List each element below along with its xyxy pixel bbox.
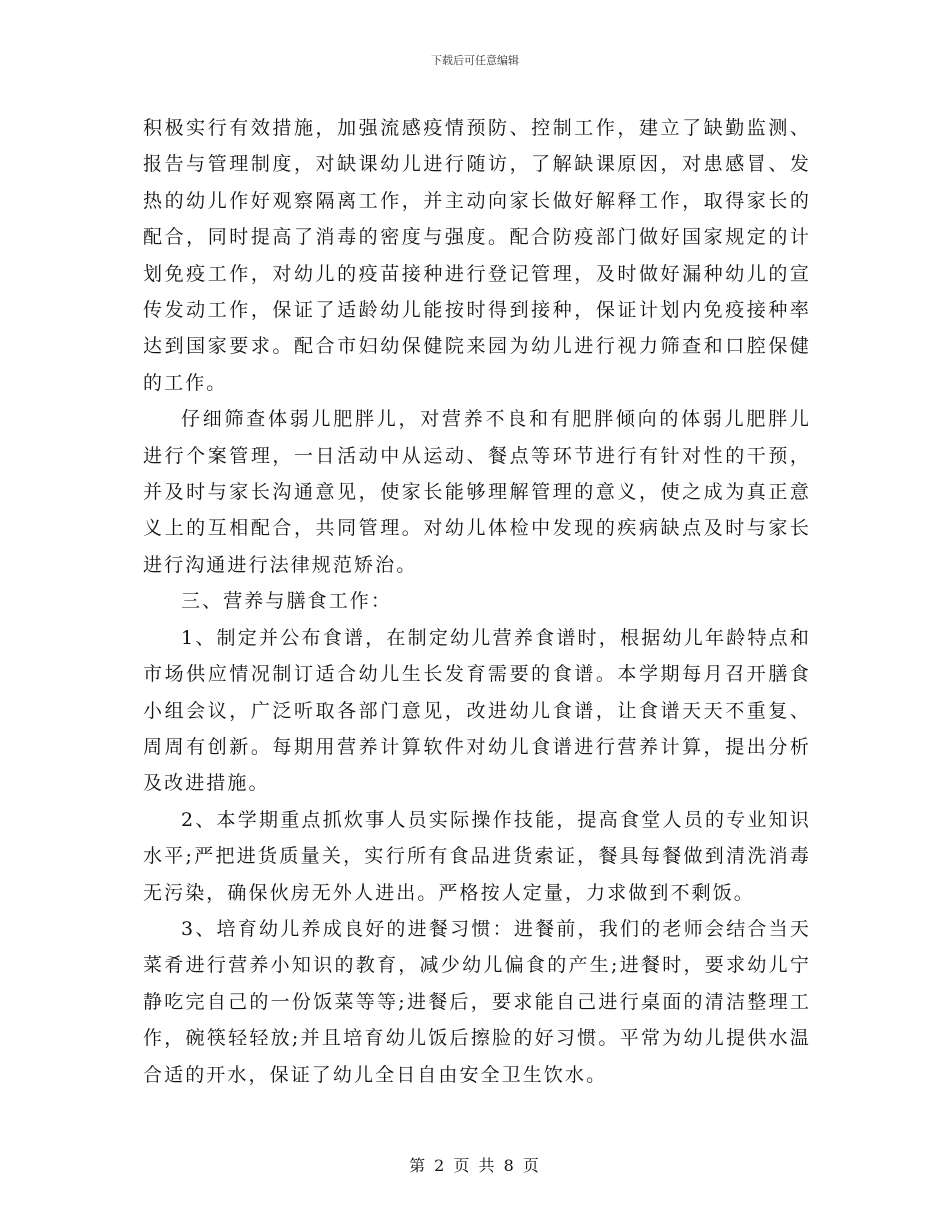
- paragraph-item-1: 1、制定并公布食谱，在制定幼儿营养食谱时，根据幼儿年龄特点和市场供应情况制订适合幼儿生长发育需要的食谱。本学期每月召开膳食小组会议，广泛听取各部门意见，改进幼儿食谱，让食谱天天不重复、周周有创新。每期用营养计算软件对幼儿食谱进行营养计算，提出分析及改进措施。: [143, 626, 811, 795]
- paragraph-item-3: 3、培育幼儿养成良好的进餐习惯：进餐前，我们的老师会结合当天菜肴进行营养小知识的教育，减少幼儿偏食的产生;进餐时，要求幼儿宁静吃完自己的一份饭菜等等;进餐后，要求能自己进行桌面的清洁整理工作，碗筷轻轻放;并且培育幼儿饭后擦脸的好习惯。平常为幼儿提供水温合适的开水，保证了幼儿全日自由安全卫生饮水。: [143, 917, 811, 1086]
- paragraph-continued: 积极实行有效措施，加强流感疫情预防、控制工作，建立了缺勤监测、报告与管理制度，对缺课幼儿进行随访，了解缺课原因，对患感冒、发热的幼儿作好观察隔离工作，并主动向家长做好解释工作，取得家长的配合，同时提高了消毒的密度与强度。配合防疫部门做好国家规定的计划免疫工作，对幼儿的疫苗接种进行登记管理，及时做好漏种幼儿的宣传发动工作，保证了适龄幼儿能按时得到接种，保证计划内免疫接种率达到国家要求。配合市妇幼保健院来园为幼儿进行视力筛查和口腔保健的工作。: [143, 117, 811, 394]
- section-heading-nutrition: 三、营养与膳食工作：: [181, 590, 393, 613]
- page-number-footer: 第 2 页 共 8 页: [409, 1156, 541, 1175]
- page-header-note: 下载后可任意编辑: [431, 54, 519, 67]
- document-body: [143, 110, 811, 1093]
- paragraph-item-2: 2、本学期重点抓炊事人员实际操作技能，提高食堂人员的专业知识水平;严把进货质量关，实行所有食品进货索证，餐具每餐做到清洗消毒无污染，确保伙房无外人进出。严格按人定量，力求做到不剩饭。: [143, 808, 811, 904]
- paragraph-weak-obese-children: 仔细筛查体弱儿肥胖儿，对营养不良和有肥胖倾向的体弱儿肥胖儿进行个案管理，一日活动中从运动、餐点等环节进行有针对性的干预，并及时与家长沟通意见，使家长能够理解管理的意义，使之成为真正意义上的互相配合，共同管理。对幼儿体检中发现的疾病缺点及时与家长进行沟通进行法律规范矫治。: [143, 408, 811, 576]
